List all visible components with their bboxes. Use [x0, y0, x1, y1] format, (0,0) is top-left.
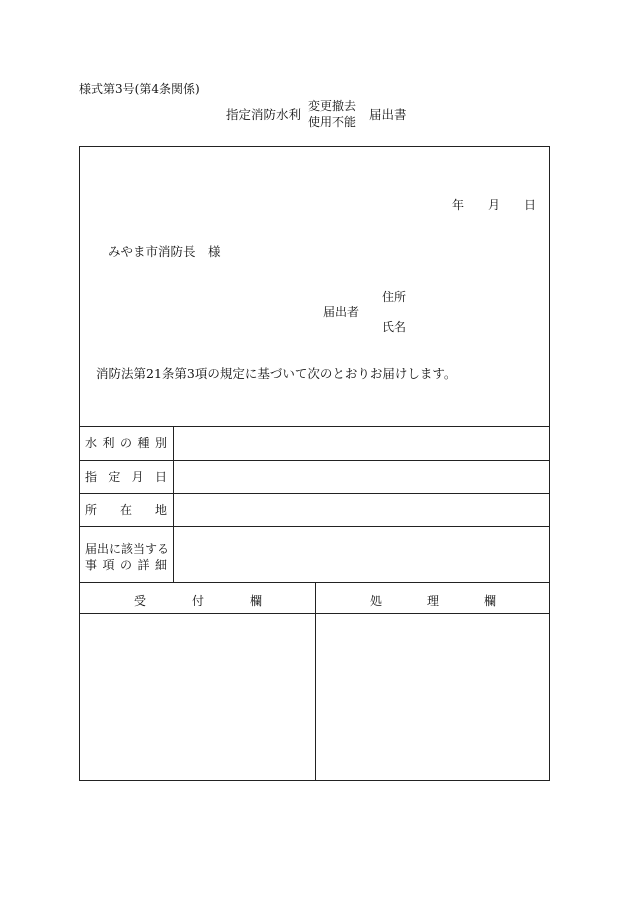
- title-main: 指定消防水利: [226, 107, 302, 122]
- statement: 消防法第21条第3項の規定に基づいて次のとおりお届けします。: [96, 366, 457, 381]
- processing-header: 処 理 欄: [370, 594, 496, 608]
- title-suffix: 届出書: [369, 107, 407, 122]
- name-label: 氏名: [382, 320, 407, 334]
- divider-row1: [80, 460, 549, 461]
- date-year: 年: [452, 198, 465, 212]
- title-option-change: 変更撤去: [308, 99, 357, 113]
- divider-header: [80, 426, 549, 427]
- form-number: 様式第3号(第4条関係): [79, 82, 200, 96]
- row-label-details-line2: 事 項 の 詳 細: [85, 558, 167, 572]
- label-column-divider: [173, 426, 174, 582]
- divider-row2: [80, 493, 549, 494]
- row-label-details-line1: 届出に該当する: [85, 542, 170, 556]
- row-label-location: 所 在 地: [85, 503, 167, 517]
- bottom-column-divider: [315, 582, 316, 781]
- row-label-water-type: 水 利 の 種 別: [85, 436, 167, 450]
- date-month: 月: [488, 198, 501, 212]
- reception-header: 受 付 欄: [134, 594, 262, 608]
- address-label: 住所: [382, 290, 407, 304]
- addressee: みやま市消防長 様: [108, 244, 221, 259]
- applicant-label: 届出者: [323, 305, 360, 319]
- divider-row3: [80, 526, 549, 527]
- title-option-disuse: 使用不能: [308, 115, 357, 129]
- date-day: 日: [524, 198, 537, 212]
- row-label-designation-date: 指 定 月 日: [85, 470, 167, 484]
